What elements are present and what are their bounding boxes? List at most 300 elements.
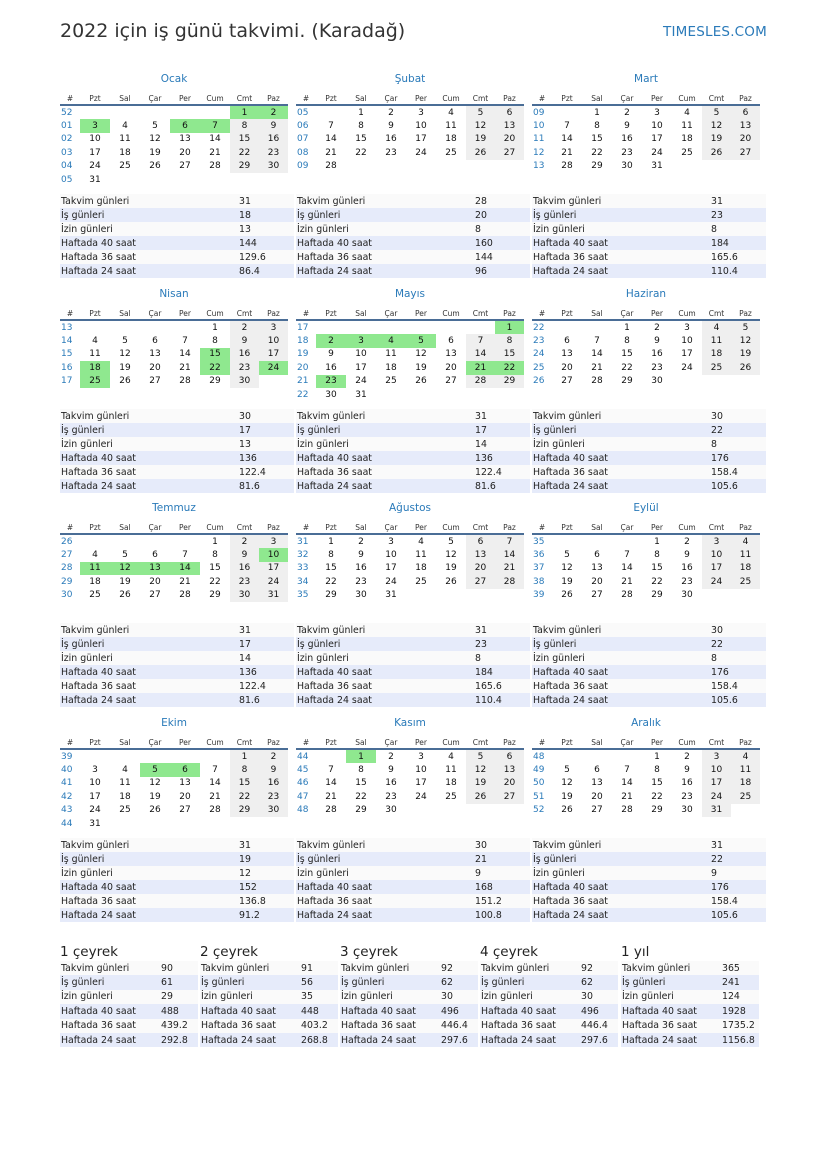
day-cell[interactable]: 11 <box>445 765 457 776</box>
day-cell[interactable]: 31 <box>651 161 663 172</box>
day-cell[interactable]: 21 <box>495 562 524 575</box>
day-cell[interactable]: 14 <box>325 134 337 145</box>
day-cell[interactable]: 4 <box>122 765 128 776</box>
day-cell[interactable]: 24 <box>89 161 101 172</box>
day-cell[interactable]: 22 <box>651 576 663 587</box>
day-cell[interactable]: 3 <box>418 751 424 762</box>
day-cell[interactable]: 15 <box>651 778 663 789</box>
day-cell[interactable]: 28 <box>179 376 191 387</box>
day-cell[interactable]: 12 <box>466 119 495 132</box>
day-cell[interactable]: 16 <box>651 349 663 360</box>
day-cell[interactable]: 27 <box>591 590 603 601</box>
day-cell[interactable]: 18 <box>119 791 131 802</box>
day-cell[interactable]: 24 <box>355 376 367 387</box>
day-cell[interactable]: 11 <box>445 121 457 132</box>
day-cell[interactable]: 13 <box>140 562 170 575</box>
day-cell[interactable]: 25 <box>731 575 760 588</box>
day-cell[interactable]: 13 <box>445 349 457 360</box>
day-cell[interactable]: 2 <box>316 334 346 347</box>
day-cell[interactable]: 18 <box>119 147 131 158</box>
day-cell[interactable]: 28 <box>325 161 337 172</box>
day-cell[interactable]: 1 <box>654 751 660 762</box>
day-cell[interactable]: 11 <box>702 334 731 347</box>
day-cell[interactable]: 13 <box>591 778 603 789</box>
day-cell[interactable]: 8 <box>212 550 218 561</box>
day-cell[interactable]: 3 <box>388 536 394 547</box>
day-cell[interactable]: 26 <box>466 146 495 159</box>
day-cell[interactable]: 26 <box>561 590 573 601</box>
day-cell[interactable]: 19 <box>415 362 427 373</box>
day-cell[interactable]: 9 <box>388 121 394 132</box>
day-cell[interactable]: 28 <box>621 805 633 816</box>
day-cell[interactable]: 20 <box>466 562 495 575</box>
day-cell[interactable]: 12 <box>561 563 573 574</box>
day-cell[interactable]: 2 <box>388 107 394 118</box>
day-cell[interactable]: 28 <box>591 376 603 387</box>
day-cell[interactable]: 24 <box>385 576 397 587</box>
day-cell[interactable]: 23 <box>385 791 397 802</box>
day-cell[interactable]: 17 <box>415 134 427 145</box>
day-cell[interactable]: 13 <box>591 563 603 574</box>
day-cell[interactable]: 11 <box>681 121 693 132</box>
day-cell[interactable]: 14 <box>170 562 200 575</box>
day-cell[interactable]: 19 <box>445 563 457 574</box>
day-cell[interactable]: 30 <box>259 804 288 817</box>
day-cell[interactable]: 1 <box>328 536 334 547</box>
day-cell[interactable]: 28 <box>561 161 573 172</box>
day-cell[interactable]: 1 <box>624 322 630 333</box>
day-cell[interactable]: 16 <box>259 133 288 146</box>
day-cell[interactable]: 9 <box>259 763 288 776</box>
day-cell[interactable]: 1 <box>212 322 218 333</box>
day-cell[interactable]: 29 <box>621 376 633 387</box>
day-cell[interactable]: 25 <box>80 375 110 388</box>
day-cell[interactable]: 10 <box>259 548 288 561</box>
day-cell[interactable]: 20 <box>149 576 161 587</box>
day-cell[interactable]: 13 <box>466 548 495 561</box>
day-cell[interactable]: 26 <box>149 805 161 816</box>
day-cell[interactable]: 7 <box>212 765 218 776</box>
day-cell[interactable]: 5 <box>406 334 436 347</box>
day-cell[interactable]: 17 <box>259 562 288 575</box>
day-cell[interactable]: 16 <box>325 362 337 373</box>
day-cell[interactable]: 25 <box>415 576 427 587</box>
day-cell[interactable]: 30 <box>681 590 693 601</box>
day-cell[interactable]: 2 <box>654 322 660 333</box>
day-cell[interactable]: 25 <box>731 790 760 803</box>
day-cell[interactable]: 29 <box>651 805 663 816</box>
day-cell[interactable]: 4 <box>702 320 731 334</box>
day-cell[interactable]: 28 <box>621 590 633 601</box>
day-cell[interactable]: 22 <box>621 362 633 373</box>
day-cell[interactable]: 13 <box>179 778 191 789</box>
day-cell[interactable]: 25 <box>119 805 131 816</box>
day-cell[interactable]: 14 <box>591 349 603 360</box>
brand-link[interactable]: TIMESLES.COM <box>663 24 767 40</box>
day-cell[interactable]: 29 <box>355 805 367 816</box>
day-cell[interactable]: 18 <box>731 777 760 790</box>
day-cell[interactable]: 6 <box>152 550 158 561</box>
day-cell[interactable]: 10 <box>355 349 367 360</box>
day-cell[interactable]: 10 <box>702 763 731 776</box>
day-cell[interactable]: 30 <box>621 161 633 172</box>
day-cell[interactable]: 22 <box>355 147 367 158</box>
day-cell[interactable]: 25 <box>385 376 397 387</box>
day-cell[interactable]: 23 <box>681 791 693 802</box>
day-cell[interactable]: 27 <box>561 376 573 387</box>
day-cell[interactable]: 4 <box>448 107 454 118</box>
day-cell[interactable]: 14 <box>325 778 337 789</box>
day-cell[interactable]: 19 <box>466 777 495 790</box>
day-cell[interactable]: 8 <box>495 334 524 347</box>
day-cell[interactable]: 23 <box>316 375 346 388</box>
day-cell[interactable]: 13 <box>495 763 524 776</box>
day-cell[interactable]: 31 <box>385 590 397 601</box>
day-cell[interactable]: 25 <box>89 590 101 601</box>
day-cell[interactable]: 27 <box>179 161 191 172</box>
day-cell[interactable]: 27 <box>149 590 161 601</box>
day-cell[interactable]: 31 <box>355 389 367 400</box>
day-cell[interactable]: 27 <box>149 376 161 387</box>
day-cell[interactable]: 26 <box>415 376 427 387</box>
day-cell[interactable]: 18 <box>445 778 457 789</box>
day-cell[interactable]: 5 <box>564 550 570 561</box>
day-cell[interactable]: 15 <box>355 778 367 789</box>
day-cell[interactable]: 23 <box>681 576 693 587</box>
day-cell[interactable]: 15 <box>209 563 221 574</box>
day-cell[interactable]: 5 <box>702 105 731 119</box>
day-cell[interactable]: 1 <box>594 107 600 118</box>
day-cell[interactable]: 28 <box>466 375 495 388</box>
day-cell[interactable]: 9 <box>230 548 259 561</box>
day-cell[interactable]: 21 <box>209 791 221 802</box>
day-cell[interactable]: 4 <box>684 107 690 118</box>
day-cell[interactable]: 17 <box>259 348 288 361</box>
day-cell[interactable]: 26 <box>445 576 457 587</box>
day-cell[interactable]: 8 <box>624 336 630 347</box>
day-cell[interactable]: 2 <box>259 749 288 763</box>
day-cell[interactable]: 15 <box>591 134 603 145</box>
day-cell[interactable]: 15 <box>651 563 663 574</box>
day-cell[interactable]: 26 <box>119 590 131 601</box>
day-cell[interactable]: 3 <box>259 320 288 334</box>
day-cell[interactable]: 17 <box>415 778 427 789</box>
day-cell[interactable]: 18 <box>415 563 427 574</box>
day-cell[interactable]: 24 <box>259 361 288 374</box>
day-cell[interactable]: 3 <box>346 334 376 347</box>
day-cell[interactable]: 23 <box>259 146 288 159</box>
day-cell[interactable]: 20 <box>561 362 573 373</box>
day-cell[interactable]: 8 <box>212 336 218 347</box>
day-cell[interactable]: 28 <box>179 590 191 601</box>
day-cell[interactable]: 28 <box>209 805 221 816</box>
day-cell[interactable]: 5 <box>448 536 454 547</box>
day-cell[interactable]: 3 <box>702 534 731 548</box>
day-cell[interactable]: 3 <box>654 107 660 118</box>
day-cell[interactable]: 1 <box>495 320 524 334</box>
day-cell[interactable]: 2 <box>388 751 394 762</box>
day-cell[interactable]: 18 <box>702 348 731 361</box>
day-cell[interactable]: 21 <box>179 576 191 587</box>
day-cell[interactable]: 1 <box>654 536 660 547</box>
day-cell[interactable]: 30 <box>681 805 693 816</box>
day-cell[interactable]: 27 <box>445 376 457 387</box>
day-cell[interactable]: 9 <box>328 349 334 360</box>
day-cell[interactable]: 30 <box>325 389 337 400</box>
day-cell[interactable]: 27 <box>466 575 495 588</box>
day-cell[interactable]: 20 <box>731 133 760 146</box>
day-cell[interactable]: 15 <box>495 348 524 361</box>
day-cell[interactable]: 27 <box>495 790 524 803</box>
day-cell[interactable]: 30 <box>230 375 259 388</box>
day-cell[interactable]: 18 <box>89 576 101 587</box>
day-cell[interactable]: 19 <box>561 791 573 802</box>
day-cell[interactable]: 29 <box>230 160 259 173</box>
day-cell[interactable]: 26 <box>731 361 760 374</box>
day-cell[interactable]: 22 <box>209 576 221 587</box>
day-cell[interactable]: 17 <box>702 562 731 575</box>
day-cell[interactable]: 12 <box>466 763 495 776</box>
day-cell[interactable]: 16 <box>385 778 397 789</box>
day-cell[interactable]: 3 <box>702 749 731 763</box>
day-cell[interactable]: 24 <box>89 805 101 816</box>
day-cell[interactable]: 20 <box>591 791 603 802</box>
day-cell[interactable]: 9 <box>654 336 660 347</box>
day-cell[interactable]: 8 <box>594 121 600 132</box>
day-cell[interactable]: 16 <box>681 563 693 574</box>
day-cell[interactable]: 6 <box>170 119 200 132</box>
day-cell[interactable]: 7 <box>624 550 630 561</box>
day-cell[interactable]: 15 <box>230 133 259 146</box>
day-cell[interactable]: 14 <box>495 548 524 561</box>
day-cell[interactable]: 1 <box>230 105 259 119</box>
day-cell[interactable]: 6 <box>466 534 495 548</box>
day-cell[interactable]: 29 <box>495 375 524 388</box>
day-cell[interactable]: 19 <box>702 133 731 146</box>
day-cell[interactable]: 5 <box>140 763 170 776</box>
day-cell[interactable]: 23 <box>385 147 397 158</box>
day-cell[interactable]: 30 <box>355 590 367 601</box>
day-cell[interactable]: 5 <box>152 121 158 132</box>
day-cell[interactable]: 24 <box>702 790 731 803</box>
day-cell[interactable]: 6 <box>564 336 570 347</box>
day-cell[interactable]: 20 <box>495 777 524 790</box>
day-cell[interactable]: 18 <box>385 362 397 373</box>
day-cell[interactable]: 22 <box>230 146 259 159</box>
day-cell[interactable]: 29 <box>209 376 221 387</box>
day-cell[interactable]: 3 <box>80 119 110 132</box>
day-cell[interactable]: 29 <box>591 161 603 172</box>
day-cell[interactable]: 7 <box>182 550 188 561</box>
day-cell[interactable]: 30 <box>259 160 288 173</box>
day-cell[interactable]: 26 <box>466 790 495 803</box>
day-cell[interactable]: 23 <box>259 790 288 803</box>
day-cell[interactable]: 21 <box>179 362 191 373</box>
day-cell[interactable]: 6 <box>495 105 524 119</box>
day-cell[interactable]: 31 <box>259 589 288 602</box>
day-cell[interactable]: 8 <box>358 121 364 132</box>
day-cell[interactable]: 31 <box>89 174 101 185</box>
day-cell[interactable]: 20 <box>591 576 603 587</box>
day-cell[interactable]: 29 <box>325 590 337 601</box>
day-cell[interactable]: 29 <box>230 804 259 817</box>
day-cell[interactable]: 21 <box>325 147 337 158</box>
day-cell[interactable]: 20 <box>495 133 524 146</box>
day-cell[interactable]: 18 <box>681 134 693 145</box>
day-cell[interactable]: 26 <box>702 146 731 159</box>
day-cell[interactable]: 12 <box>110 562 140 575</box>
day-cell[interactable]: 19 <box>149 147 161 158</box>
day-cell[interactable]: 14 <box>179 349 191 360</box>
day-cell[interactable]: 19 <box>561 576 573 587</box>
day-cell[interactable]: 12 <box>445 550 457 561</box>
day-cell[interactable]: 9 <box>684 765 690 776</box>
day-cell[interactable]: 16 <box>385 134 397 145</box>
day-cell[interactable]: 6 <box>152 336 158 347</box>
day-cell[interactable]: 22 <box>495 361 524 374</box>
day-cell[interactable]: 5 <box>122 336 128 347</box>
day-cell[interactable]: 10 <box>259 334 288 347</box>
day-cell[interactable]: 9 <box>388 765 394 776</box>
day-cell[interactable]: 4 <box>448 751 454 762</box>
day-cell[interactable]: 10 <box>415 765 427 776</box>
day-cell[interactable]: 12 <box>561 778 573 789</box>
day-cell[interactable]: 18 <box>80 361 110 374</box>
day-cell[interactable]: 7 <box>495 534 524 548</box>
day-cell[interactable]: 6 <box>170 763 200 776</box>
day-cell[interactable]: 24 <box>415 791 427 802</box>
day-cell[interactable]: 7 <box>594 336 600 347</box>
day-cell[interactable]: 4 <box>122 121 128 132</box>
day-cell[interactable]: 7 <box>182 336 188 347</box>
day-cell[interactable]: 2 <box>624 107 630 118</box>
day-cell[interactable]: 4 <box>376 334 406 347</box>
day-cell[interactable]: 31 <box>89 818 101 829</box>
day-cell[interactable]: 10 <box>89 134 101 145</box>
day-cell[interactable]: 3 <box>684 322 690 333</box>
day-cell[interactable]: 22 <box>355 791 367 802</box>
day-cell[interactable]: 4 <box>92 336 98 347</box>
day-cell[interactable]: 23 <box>230 575 259 588</box>
day-cell[interactable]: 21 <box>325 791 337 802</box>
day-cell[interactable]: 17 <box>355 362 367 373</box>
day-cell[interactable]: 2 <box>684 751 690 762</box>
day-cell[interactable]: 11 <box>385 349 397 360</box>
day-cell[interactable]: 19 <box>731 348 760 361</box>
day-cell[interactable]: 10 <box>702 548 731 561</box>
day-cell[interactable]: 30 <box>385 805 397 816</box>
day-cell[interactable]: 7 <box>564 121 570 132</box>
day-cell[interactable]: 19 <box>149 791 161 802</box>
day-cell[interactable]: 9 <box>358 550 364 561</box>
day-cell[interactable]: 8 <box>358 765 364 776</box>
day-cell[interactable]: 8 <box>328 550 334 561</box>
day-cell[interactable]: 16 <box>230 348 259 361</box>
day-cell[interactable]: 28 <box>209 161 221 172</box>
day-cell[interactable]: 21 <box>621 576 633 587</box>
day-cell[interactable]: 14 <box>561 134 573 145</box>
day-cell[interactable]: 10 <box>681 336 693 347</box>
day-cell[interactable]: 20 <box>179 791 191 802</box>
day-cell[interactable]: 27 <box>591 805 603 816</box>
day-cell[interactable]: 25 <box>681 147 693 158</box>
day-cell[interactable]: 15 <box>355 134 367 145</box>
day-cell[interactable]: 15 <box>621 349 633 360</box>
day-cell[interactable]: 8 <box>230 119 259 132</box>
day-cell[interactable]: 14 <box>466 348 495 361</box>
day-cell[interactable]: 9 <box>230 334 259 347</box>
day-cell[interactable]: 7 <box>466 334 495 347</box>
day-cell[interactable]: 16 <box>621 134 633 145</box>
day-cell[interactable]: 21 <box>561 147 573 158</box>
day-cell[interactable]: 26 <box>119 376 131 387</box>
day-cell[interactable]: 7 <box>624 765 630 776</box>
day-cell[interactable]: 17 <box>681 349 693 360</box>
day-cell[interactable]: 30 <box>651 376 663 387</box>
day-cell[interactable]: 22 <box>591 147 603 158</box>
day-cell[interactable]: 12 <box>149 778 161 789</box>
day-cell[interactable]: 28 <box>495 575 524 588</box>
day-cell[interactable]: 7 <box>328 121 334 132</box>
day-cell[interactable]: 18 <box>445 134 457 145</box>
day-cell[interactable]: 21 <box>621 791 633 802</box>
day-cell[interactable]: 6 <box>495 749 524 763</box>
day-cell[interactable]: 7 <box>200 119 230 132</box>
day-cell[interactable]: 24 <box>259 575 288 588</box>
day-cell[interactable]: 2 <box>684 536 690 547</box>
day-cell[interactable]: 24 <box>415 147 427 158</box>
day-cell[interactable]: 25 <box>445 147 457 158</box>
day-cell[interactable]: 11 <box>731 763 760 776</box>
day-cell[interactable]: 6 <box>448 336 454 347</box>
day-cell[interactable]: 13 <box>149 349 161 360</box>
day-cell[interactable]: 3 <box>259 534 288 548</box>
day-cell[interactable]: 24 <box>702 575 731 588</box>
day-cell[interactable]: 15 <box>230 777 259 790</box>
day-cell[interactable]: 17 <box>385 563 397 574</box>
day-cell[interactable]: 25 <box>445 791 457 802</box>
day-cell[interactable]: 13 <box>495 119 524 132</box>
day-cell[interactable]: 1 <box>358 107 364 118</box>
day-cell[interactable]: 8 <box>230 763 259 776</box>
day-cell[interactable]: 13 <box>561 349 573 360</box>
day-cell[interactable]: 9 <box>684 550 690 561</box>
day-cell[interactable]: 6 <box>731 105 760 119</box>
day-cell[interactable]: 4 <box>92 550 98 561</box>
day-cell[interactable]: 10 <box>385 550 397 561</box>
day-cell[interactable]: 15 <box>325 563 337 574</box>
day-cell[interactable]: 14 <box>621 778 633 789</box>
day-cell[interactable]: 10 <box>89 778 101 789</box>
day-cell[interactable]: 21 <box>466 361 495 374</box>
day-cell[interactable]: 5 <box>466 749 495 763</box>
day-cell[interactable]: 7 <box>328 765 334 776</box>
day-cell[interactable]: 30 <box>230 589 259 602</box>
day-cell[interactable]: 3 <box>92 765 98 776</box>
day-cell[interactable]: 8 <box>654 765 660 776</box>
day-cell[interactable]: 16 <box>355 563 367 574</box>
day-cell[interactable]: 17 <box>702 777 731 790</box>
day-cell[interactable]: 21 <box>209 147 221 158</box>
day-cell[interactable]: 13 <box>731 119 760 132</box>
day-cell[interactable]: 27 <box>179 805 191 816</box>
day-cell[interactable]: 11 <box>731 548 760 561</box>
day-cell[interactable]: 23 <box>621 147 633 158</box>
day-cell[interactable]: 6 <box>594 765 600 776</box>
day-cell[interactable]: 25 <box>119 161 131 172</box>
day-cell[interactable]: 22 <box>230 790 259 803</box>
day-cell[interactable]: 4 <box>731 749 760 763</box>
